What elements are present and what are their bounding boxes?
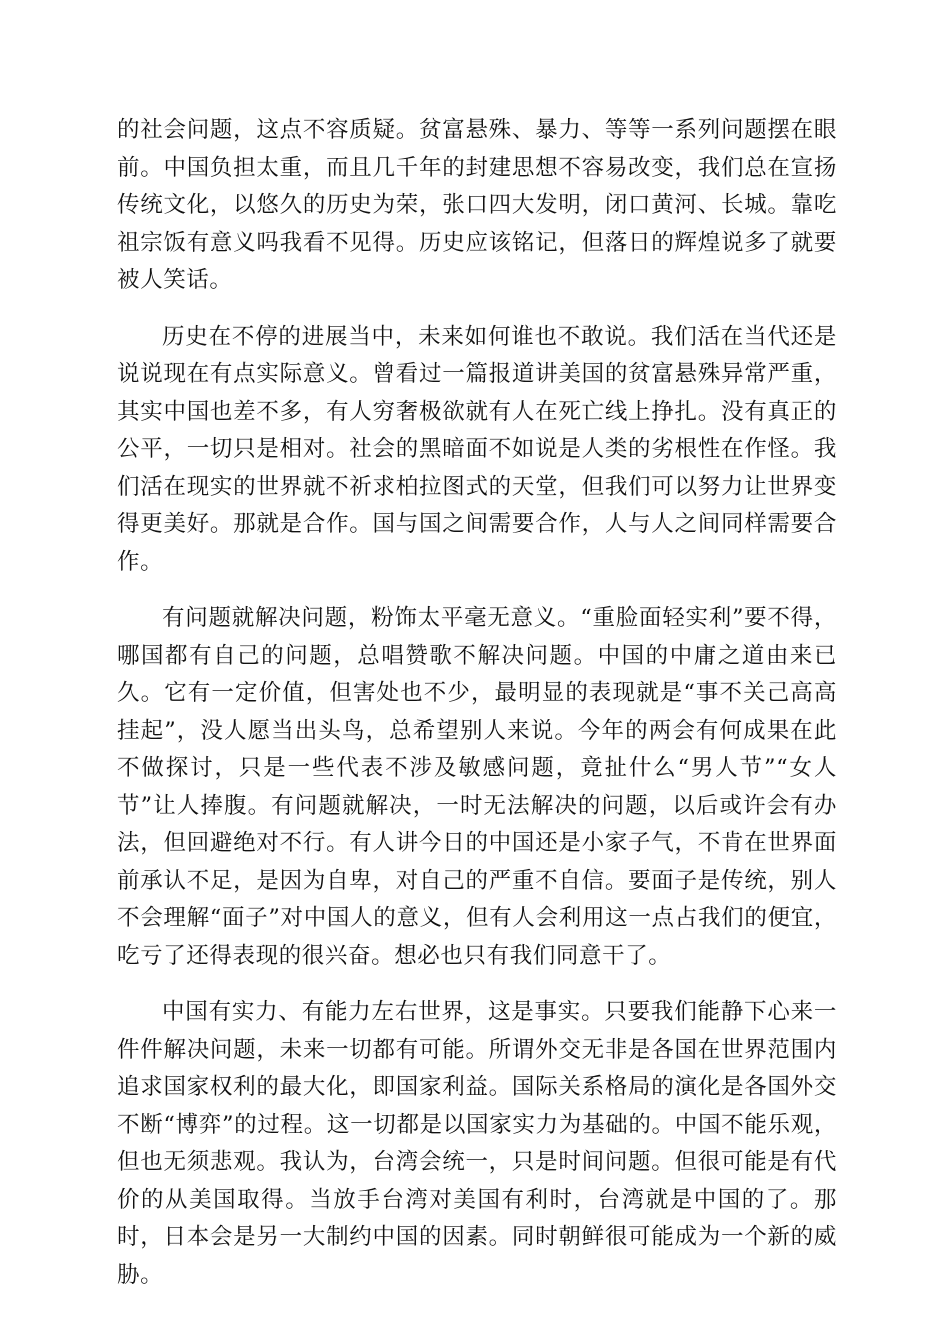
document-body: [117, 112, 837, 1313]
paragraph-4: 中国有实力、有能力左右世界，这是事实。只要我们能静下心来一件件解决问题，未来一切都有可能。所谓外交无非是各国在世界范围内追求国家权利的最大化，即国家利益。国际关系格局的演化是各国外交不断“博弈”的过程。这一切都是以国家实力为基础的。中国不能乐观，但也无须悲观。我认为，台湾会统一，只是时间问题。但很可能是有代价的从美国取得。当放手台湾对美国有利时，台湾就是中国的了。那时，日本会是另一大制约中国的因素。同时朝鲜很可能成为一个新的威胁。: [117, 999, 837, 1288]
paragraph-2: 历史在不停的进展当中，未来如何谁也不敢说。我们活在当代还是说说现在有点实际意义。曾看过一篇报道讲美国的贫富悬殊异常严重，其实中国也差不多，有人穷奢极欲就有人在死亡线上挣扎。没有真正的公平，一切只是相对。社会的黑暗面不如说是人类的劣根性在作怪。我们活在现实的世界就不祈求柏拉图式的天堂，但我们可以努力让世界变得更美好。那就是合作。国与国之间需要合作，人与人之间同样需要合作。: [117, 323, 837, 575]
paragraph-1: 的社会问题，这点不容质疑。贫富悬殊、暴力、等等一系列问题摆在眼前。中国负担太重，而且几千年的封建思想不容易改变，我们总在宣扬传统文化，以悠久的历史为荣，张口四大发明，闭口黄河、长城。靠吃祖宗饭有意义吗我看不见得。历史应该铭记，但落日的辉煌说多了就要被人笑话。: [117, 117, 837, 293]
paragraph-3: 有问题就解决问题，粉饰太平毫无意义。“重脸面轻实利”要不得，哪国都有自己的问题，总唱赞歌不解决问题。中国的中庸之道由来已久。它有一定价值，但害处也不少，最明显的表现就是“事不关己高高挂起”，没人愿当出头鸟，总希望别人来说。今年的两会有何成果在此不做探讨，只是一些代表不涉及敏感问题，竟扯什么“男人节”“女人节”让人捧腹。有问题就解决，一时无法解决的问题，以后或许会有办法，但回避绝对不行。有人讲今日的中国还是小家子气，不肯在世界面前承认不足，是因为自卑，对自己的严重不自信。要面子是传统，别人不会理解“面子”对中国人的意义，但有人会利用这一点占我们的便宜，吃亏了还得表现的很兴奋。想必也只有我们同意干了。: [117, 605, 837, 969]
